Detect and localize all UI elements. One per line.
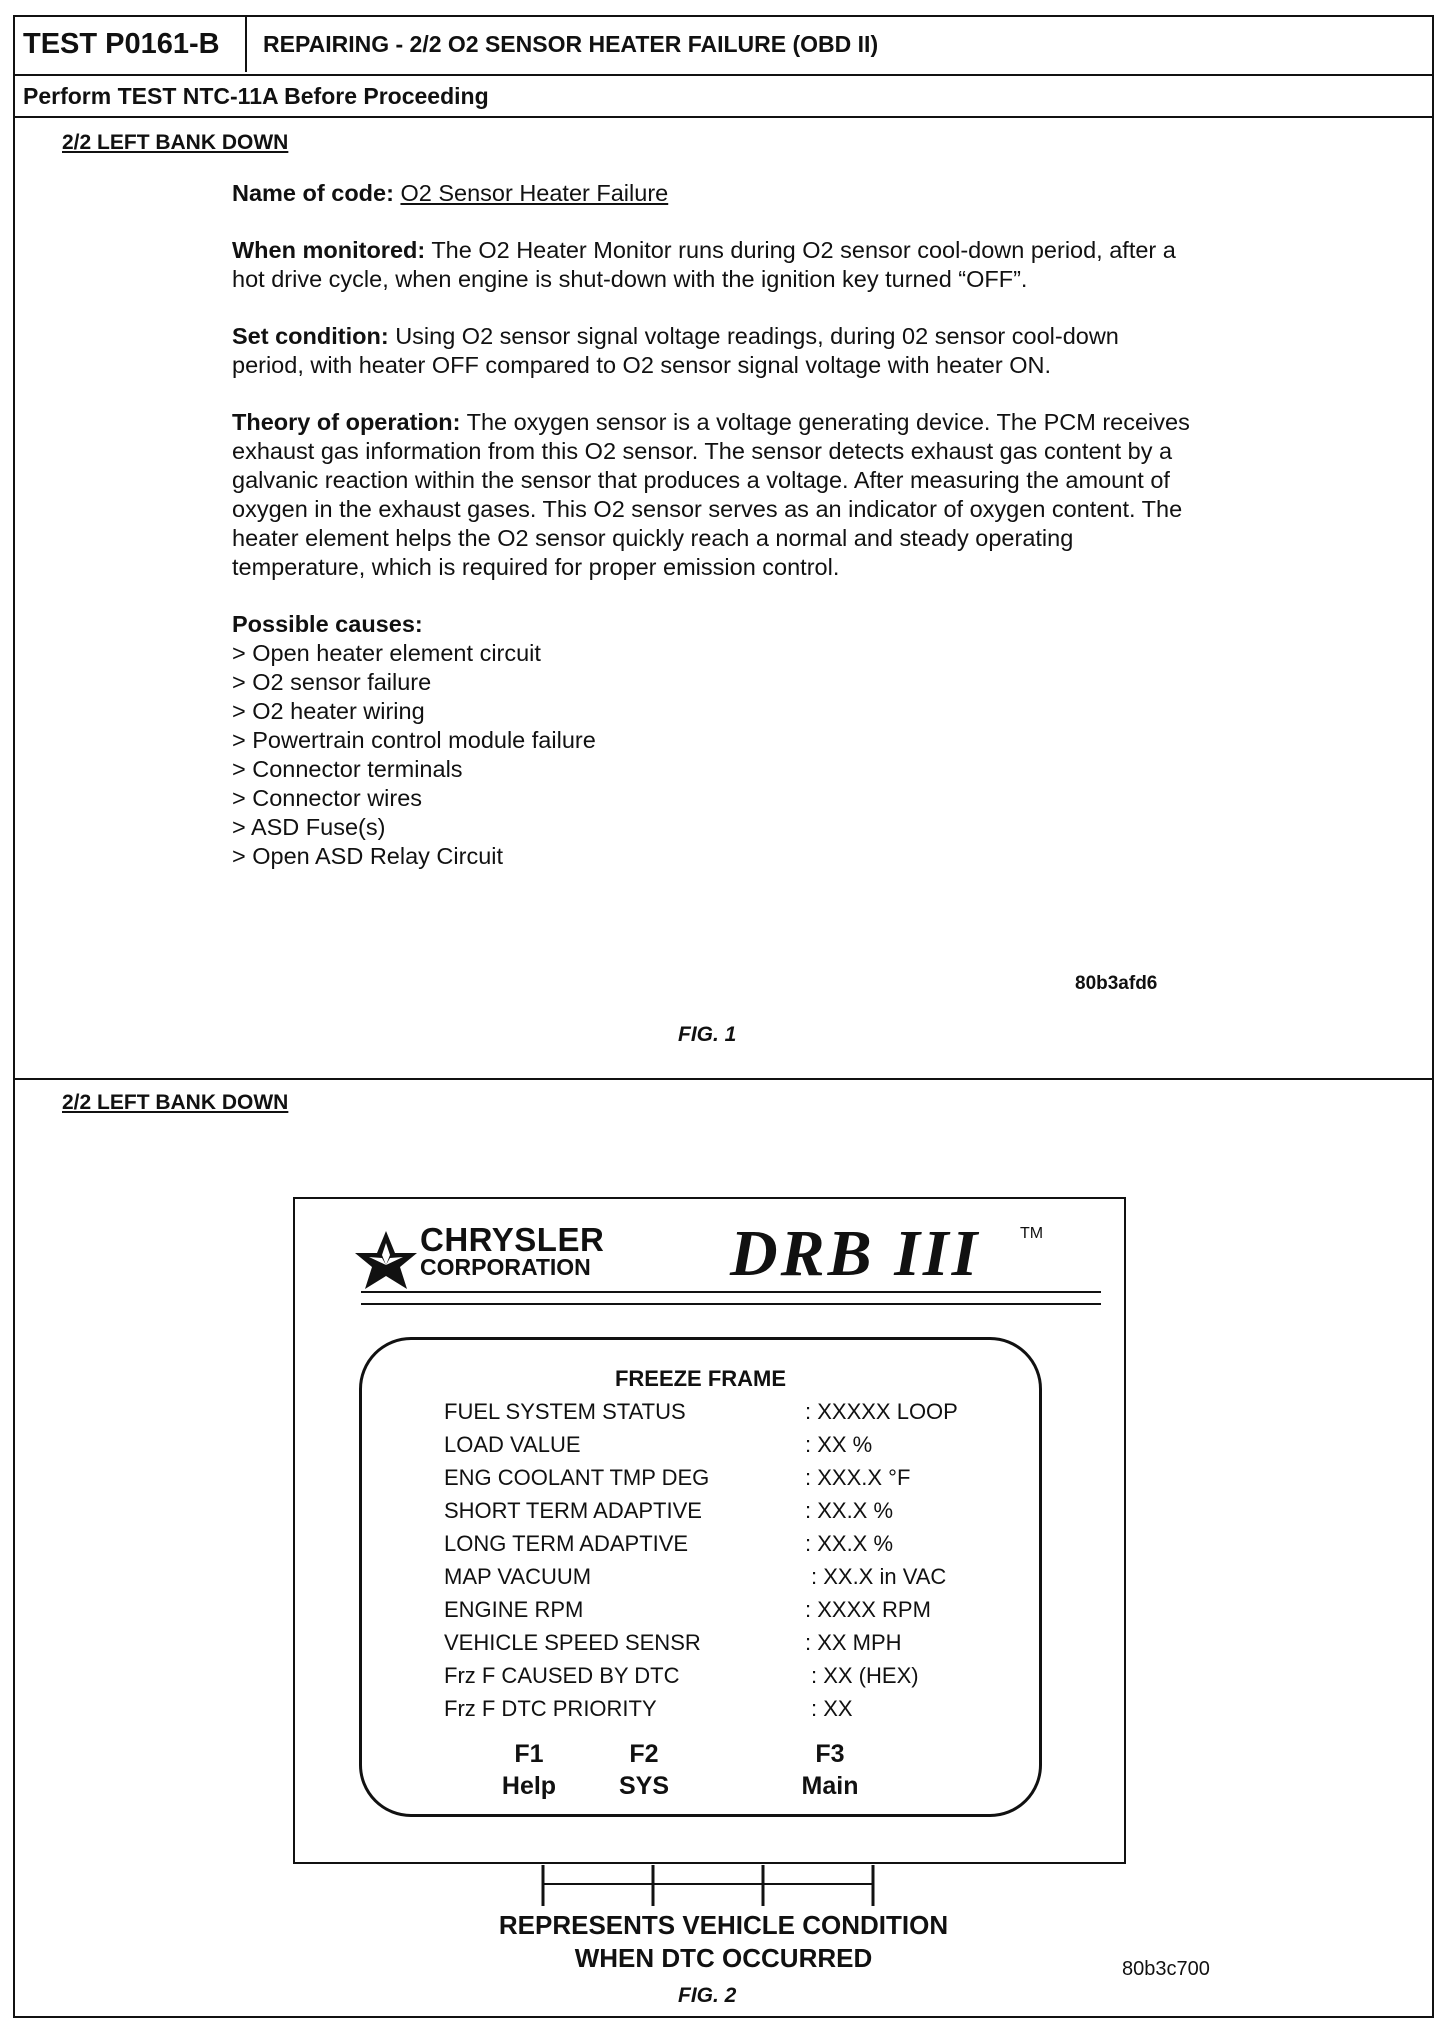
code-name-value: O2 Sensor Heater Failure [400,180,669,206]
list-item: > Open ASD Relay Circuit [232,843,504,869]
test-page [13,15,1434,2018]
condition-label: REPRESENTS VEHICLE CONDITION WHEN DTC OCCURRED [498,1910,949,1973]
test-id: TEST P0161-B [15,17,247,72]
section-title: 2/2 LEFT BANK DOWN [62,1091,289,1114]
header [15,17,1432,76]
section-title: 2/2 LEFT BANK DOWN [62,131,289,154]
freeze-frame-value: : XX MPH [805,1630,902,1655]
theory-of-operation: Theory of operation: The oxygen sensor is a voltage generating device. The PCM receives exhaust gas information from this O2 sensor. The sensor detects exhaust gas content by a galvanic reaction within the sensor that produces a voltage. After measuring the amount of oxygen in the exhaust gases. This O2 sensor serves as an indicator of oxygen content. The heater element helps the O2 sensor quickly reach a normal and steady operating temperature, which is required for proper emission control. [232,409,1190,580]
set-condition: Set condition: Using O2 sensor signal voltage readings, during 02 sensor cool-down period, with heater OFF compared to O2 sensor signal voltage with heater ON. [232,323,1119,378]
f2-sys-key[interactable]: F2 SYS [618,1740,670,1800]
chrysler-corporation-logotype: CHRYSLER CORPORATION [420,1221,605,1280]
freeze-frame-label: VEHICLE SPEED SENSR [444,1630,701,1655]
freeze-frame-label: LOAD VALUE [444,1432,581,1457]
freeze-frame-label: LONG TERM ADAPTIVE [444,1531,689,1556]
freeze-frame-label: MAP VACUUM [444,1564,592,1589]
trademark: TM [1020,1225,1044,1242]
figure-caption: FIG. 1 [678,1023,737,1046]
drb-iii-brand: DRB III [730,1217,981,1290]
list-item: > O2 heater wiring [232,698,425,724]
figure-1-section [15,118,1432,1080]
f3-main-key[interactable]: F3 Main [801,1740,859,1800]
list-item: > O2 sensor failure [232,669,432,695]
freeze-frame-value: : XXXXX LOOP [805,1399,958,1424]
possible-causes: Possible causes: > Open heater element circuit > O2 sensor failure > O2 heater wiring > Powertrain control module failure > Connector terminals > Connector wires > ASD Fuse(s) > Open ASD Relay Circuit [232,610,1192,871]
freeze-frame-value: : XXXX RPM [805,1597,931,1622]
prerequisite-note: Perform TEST NTC-11A Before Proceeding [15,74,1432,118]
freeze-frame-value: : XX [811,1696,853,1721]
freeze-frame-label: ENGINE RPM [444,1597,584,1622]
test-title: REPAIRING - 2/2 O2 SENSOR HEATER FAILURE (OBD II) [263,31,879,57]
list-item: > Connector wires [232,785,423,811]
freeze-frame-value: : XX.X % [805,1498,894,1523]
f1-help-key[interactable]: F1 Help [501,1740,557,1800]
freeze-frame-label: SHORT TERM ADAPTIVE [444,1498,702,1523]
figure-caption: FIG. 2 [678,1984,737,2007]
freeze-frame-label: ENG COOLANT TMP DEG [444,1465,710,1490]
when-monitored: When monitored: The O2 Heater Monitor runs during O2 sensor cool-down period, after a hot drive cycle, when engine is shut-down with the ignition key turned “OFF”. [232,237,1176,292]
freeze-frame-label: Frz F DTC PRIORITY [444,1696,657,1721]
freeze-frame-label: Frz F CAUSED BY DTC [444,1663,680,1688]
list-item: > Connector terminals [232,756,463,782]
freeze-frame-label: FUEL SYSTEM STATUS [444,1399,686,1424]
condition-bracket [15,1078,1432,1978]
code-description [232,179,1192,871]
screen-title: FREEZE FRAME [614,1366,787,1391]
freeze-frame-value: : XX % [805,1432,873,1457]
name-of-code: Name of code: O2 Sensor Heater Failure [232,180,669,206]
list-item: > ASD Fuse(s) [232,814,386,840]
freeze-frame-value: : XX.X % [805,1531,894,1556]
figure-2-section [15,1078,1432,2018]
freeze-frame-value: : XX.X in VAC [811,1564,947,1589]
causes-list [232,639,1192,871]
list-item: > Open heater element circuit [232,640,541,666]
figure-id: 80b3c700 [1122,1958,1210,1980]
freeze-frame-value: : XX (HEX) [811,1663,919,1688]
figure-id: 80b3afd6 [1075,973,1158,994]
list-item: > Powertrain control module failure [232,727,596,753]
freeze-frame-value: : XXX.X °F [805,1465,911,1490]
